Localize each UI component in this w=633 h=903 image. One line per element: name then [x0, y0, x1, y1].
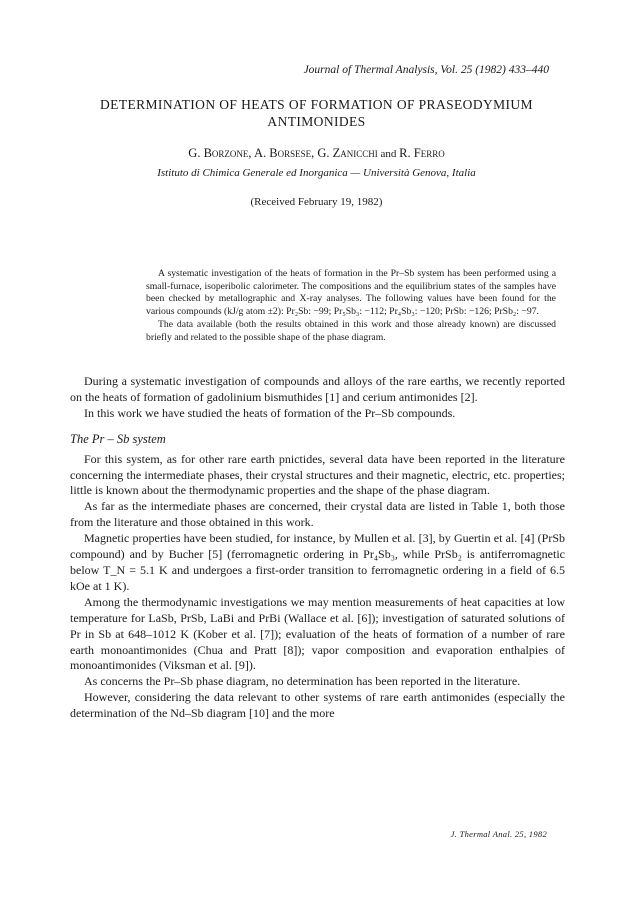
- affiliation: Istituto di Chimica Generale ed Inorganica — Università Genova, Italia: [157, 167, 476, 179]
- authors-part-1: G. Borzone, A. Borsese, G. Zanicchi: [188, 146, 378, 160]
- body-paragraph-3: For this system, as for other rare earth pnictides, several data have been reported in the literature concerning the intermediate phases, their crystal structures and their magnetic, electric, etc. properties; little is known about the thermodynamic properties and the shape of the phase diagram.: [70, 451, 565, 498]
- paper-title: [60, 96, 573, 130]
- body-paragraph-1: During a systematic investigation of compounds and alloys of the rare earths, we recently reported on the heats of formation of gadolinium bismuthides [1] and cerium antimonides [2].: [70, 374, 565, 404]
- abstract-paragraph-1: A systematic investigation of the heats of formation in the Pr–Sb system has been performed using a small-furnace, isoperibolic calorimeter. The compositions and the equilibrium states of the samples have been checked by metallographic and X-ray analyses. The following values have been found for the various compounds (kJ/g atom ±2): Pr₂Sb: −99; Pr₅Sb₃: −112; Pr₄Sb₃: −120; PrSb: −126; PrSb₂: −97.: [146, 268, 556, 318]
- author-list: [0, 146, 633, 161]
- journal-header: Journal of Thermal Analysis, Vol. 25 (1982) 433–440: [303, 64, 549, 76]
- body-paragraph-5: Magnetic properties have been studied, for instance, by Mullen et al. [3], by Guertin et al. [4] (PrSb compound) and by Bucher [5] (ferromagnetic ordering in Pr₄Sb₃, while PrSb₂ is antiferromagnetic below T_N = 5.1 K and undergoes a first-order transition to ferromagnetic ordering in a field of 6.5 kOe at 1 K).: [70, 531, 565, 593]
- body-paragraph-6: Among the thermodynamic investigations we may mention measurements of heat capacities at low temperature for LaSb, PrSb, LaBi and PrBi (Wallace et al. [6]); investigation of saturated solutions of Pr in Sb at 648–1012 K (Kober et al. [7]); evaluation of the heats of formation of a number of rare earth monoantimonides (Chua and Pratt [8]); vapor composition and evaporation enthalpies of monoantimonides (Viksman et al. [9]).: [70, 594, 565, 673]
- abstract-paragraph-2: The data available (both the results obtained in this work and those already known) are discussed briefly and related to the possible shape of the phase diagram.: [146, 318, 556, 343]
- abstract: [146, 268, 556, 344]
- title-line-2: ANTIMONIDES: [267, 114, 366, 129]
- page-footer: J. Thermal Anal. 25, 1982: [450, 829, 547, 839]
- authors-conjunction: and: [377, 148, 400, 160]
- section-heading: The Pr – Sb system: [70, 431, 166, 446]
- body-paragraph-7: As concerns the Pr–Sb phase diagram, no determination has been reported in the literature.: [84, 674, 521, 689]
- title-line-1: DETERMINATION OF HEATS OF FORMATION OF PRASEODYMIUM: [100, 97, 533, 112]
- body-paragraph-4: As far as the intermediate phases are concerned, their crystal data are listed in Table 1, both those from the literature and those obtained in this work.: [70, 499, 565, 530]
- authors-part-2: R. Ferro: [399, 146, 445, 160]
- received-date: (Received February 19, 1982): [250, 196, 383, 208]
- body-paragraph-2: In this work we have studied the heats of formation of the Pr–Sb compounds.: [84, 405, 456, 420]
- body-text: [70, 374, 565, 722]
- body-paragraph-8: However, considering the data relevant to other systems of rare earth antimonides (especially the determination of the Nd–Sb diagram [10] and the more: [70, 690, 565, 721]
